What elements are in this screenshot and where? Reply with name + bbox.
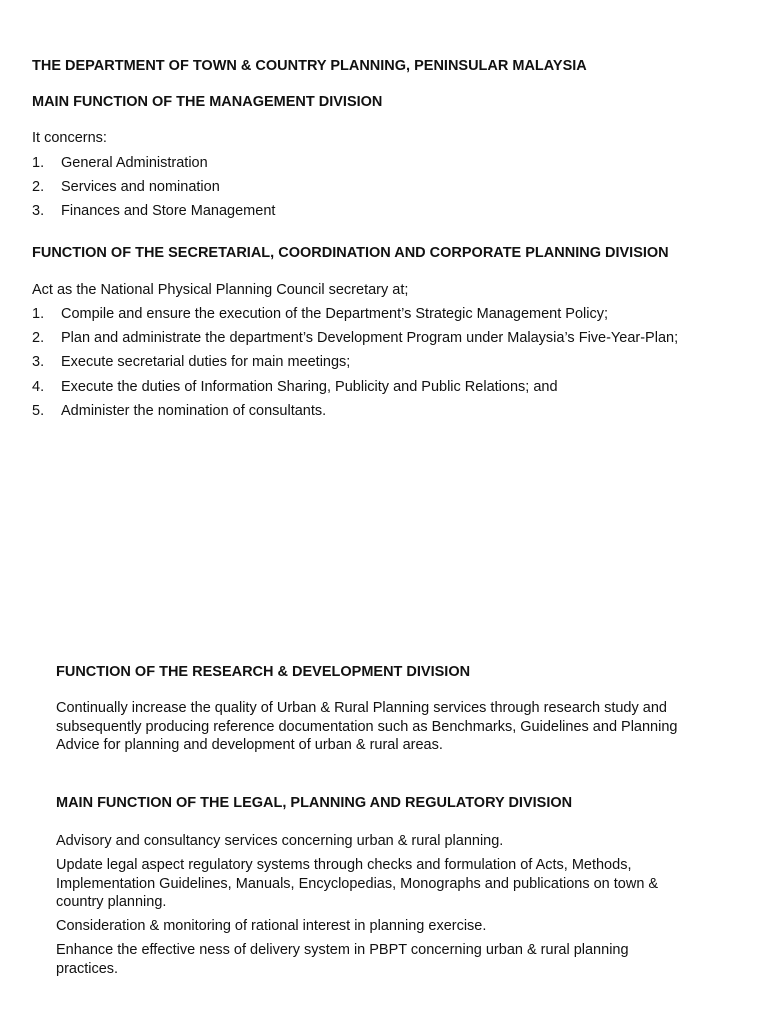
legal-paragraph: Update legal aspect regulatory systems through checks and formulation of Acts, Methods, Implementation Guidelines, Manuals, Encyclopedias, Monographs and publications on town & country planning.	[56, 857, 659, 910]
document-title: THE DEPARTMENT OF TOWN & COUNTRY PLANNING, PENINSULAR MALAYSIA	[32, 58, 587, 74]
legal-paragraph: Consideration & monitoring of rational interest in planning exercise.	[56, 918, 487, 934]
legal-paragraph: Enhance the effective ness of delivery system in PBPT concerning urban & rural planning practices.	[56, 942, 629, 977]
secretarial-heading: FUNCTION OF THE SECRETARIAL, COORDINATION AND CORPORATE PLANNING DIVISION	[32, 245, 669, 261]
list-text: Administer the nomination of consultants.	[61, 402, 327, 419]
list-number: 4.	[32, 378, 45, 395]
secretarial-list	[32, 305, 678, 426]
legal-paragraph: Advisory and consultancy services concerning urban & rural planning.	[56, 833, 504, 849]
list-item	[32, 353, 678, 377]
list-number: 3.	[32, 203, 45, 220]
list-text: Compile and ensure the execution of the Department’s Strategic Management Policy;	[61, 306, 609, 322]
list-text: Services and nomination	[61, 179, 220, 196]
list-number: 2.	[32, 330, 45, 347]
list-text: Plan and administrate the department’s Development Program under Malaysia’s Five-Year-Plan;	[61, 330, 679, 347]
list-item	[32, 178, 275, 202]
list-item	[32, 202, 275, 226]
list-text: Execute the duties of Information Sharing, Publicity and Public Relations; and	[61, 378, 558, 395]
list-text: General Administration	[61, 155, 208, 171]
list-item	[32, 154, 275, 178]
management-heading: MAIN FUNCTION OF THE MANAGEMENT DIVISION	[32, 94, 383, 110]
legal-heading: MAIN FUNCTION OF THE LEGAL, PLANNING AND REGULATORY DIVISION	[56, 795, 573, 811]
list-number: 5.	[32, 402, 45, 419]
secretarial-intro: Act as the National Physical Planning Council secretary at;	[32, 282, 409, 298]
list-item	[32, 378, 678, 402]
list-text: Finances and Store Management	[61, 203, 276, 220]
list-text: Execute secretarial duties for main meetings;	[61, 354, 351, 371]
list-item	[32, 305, 678, 329]
management-list	[32, 154, 275, 227]
legal-body	[56, 832, 688, 984]
research-body: Continually increase the quality of Urban & Rural Planning services through research study and subsequently producing reference documentation such as Benchmarks, Guidelines and Planning Advice for planning and development of urban & rural areas.	[56, 700, 678, 753]
management-intro: It concerns:	[32, 130, 107, 146]
list-number: 1.	[32, 155, 45, 171]
list-number: 1.	[32, 306, 45, 322]
list-number: 3.	[32, 354, 45, 371]
list-item	[32, 402, 678, 426]
list-number: 2.	[32, 179, 45, 196]
list-item	[32, 329, 678, 353]
research-heading: FUNCTION OF THE RESEARCH & DEVELOPMENT DIVISION	[56, 664, 471, 680]
